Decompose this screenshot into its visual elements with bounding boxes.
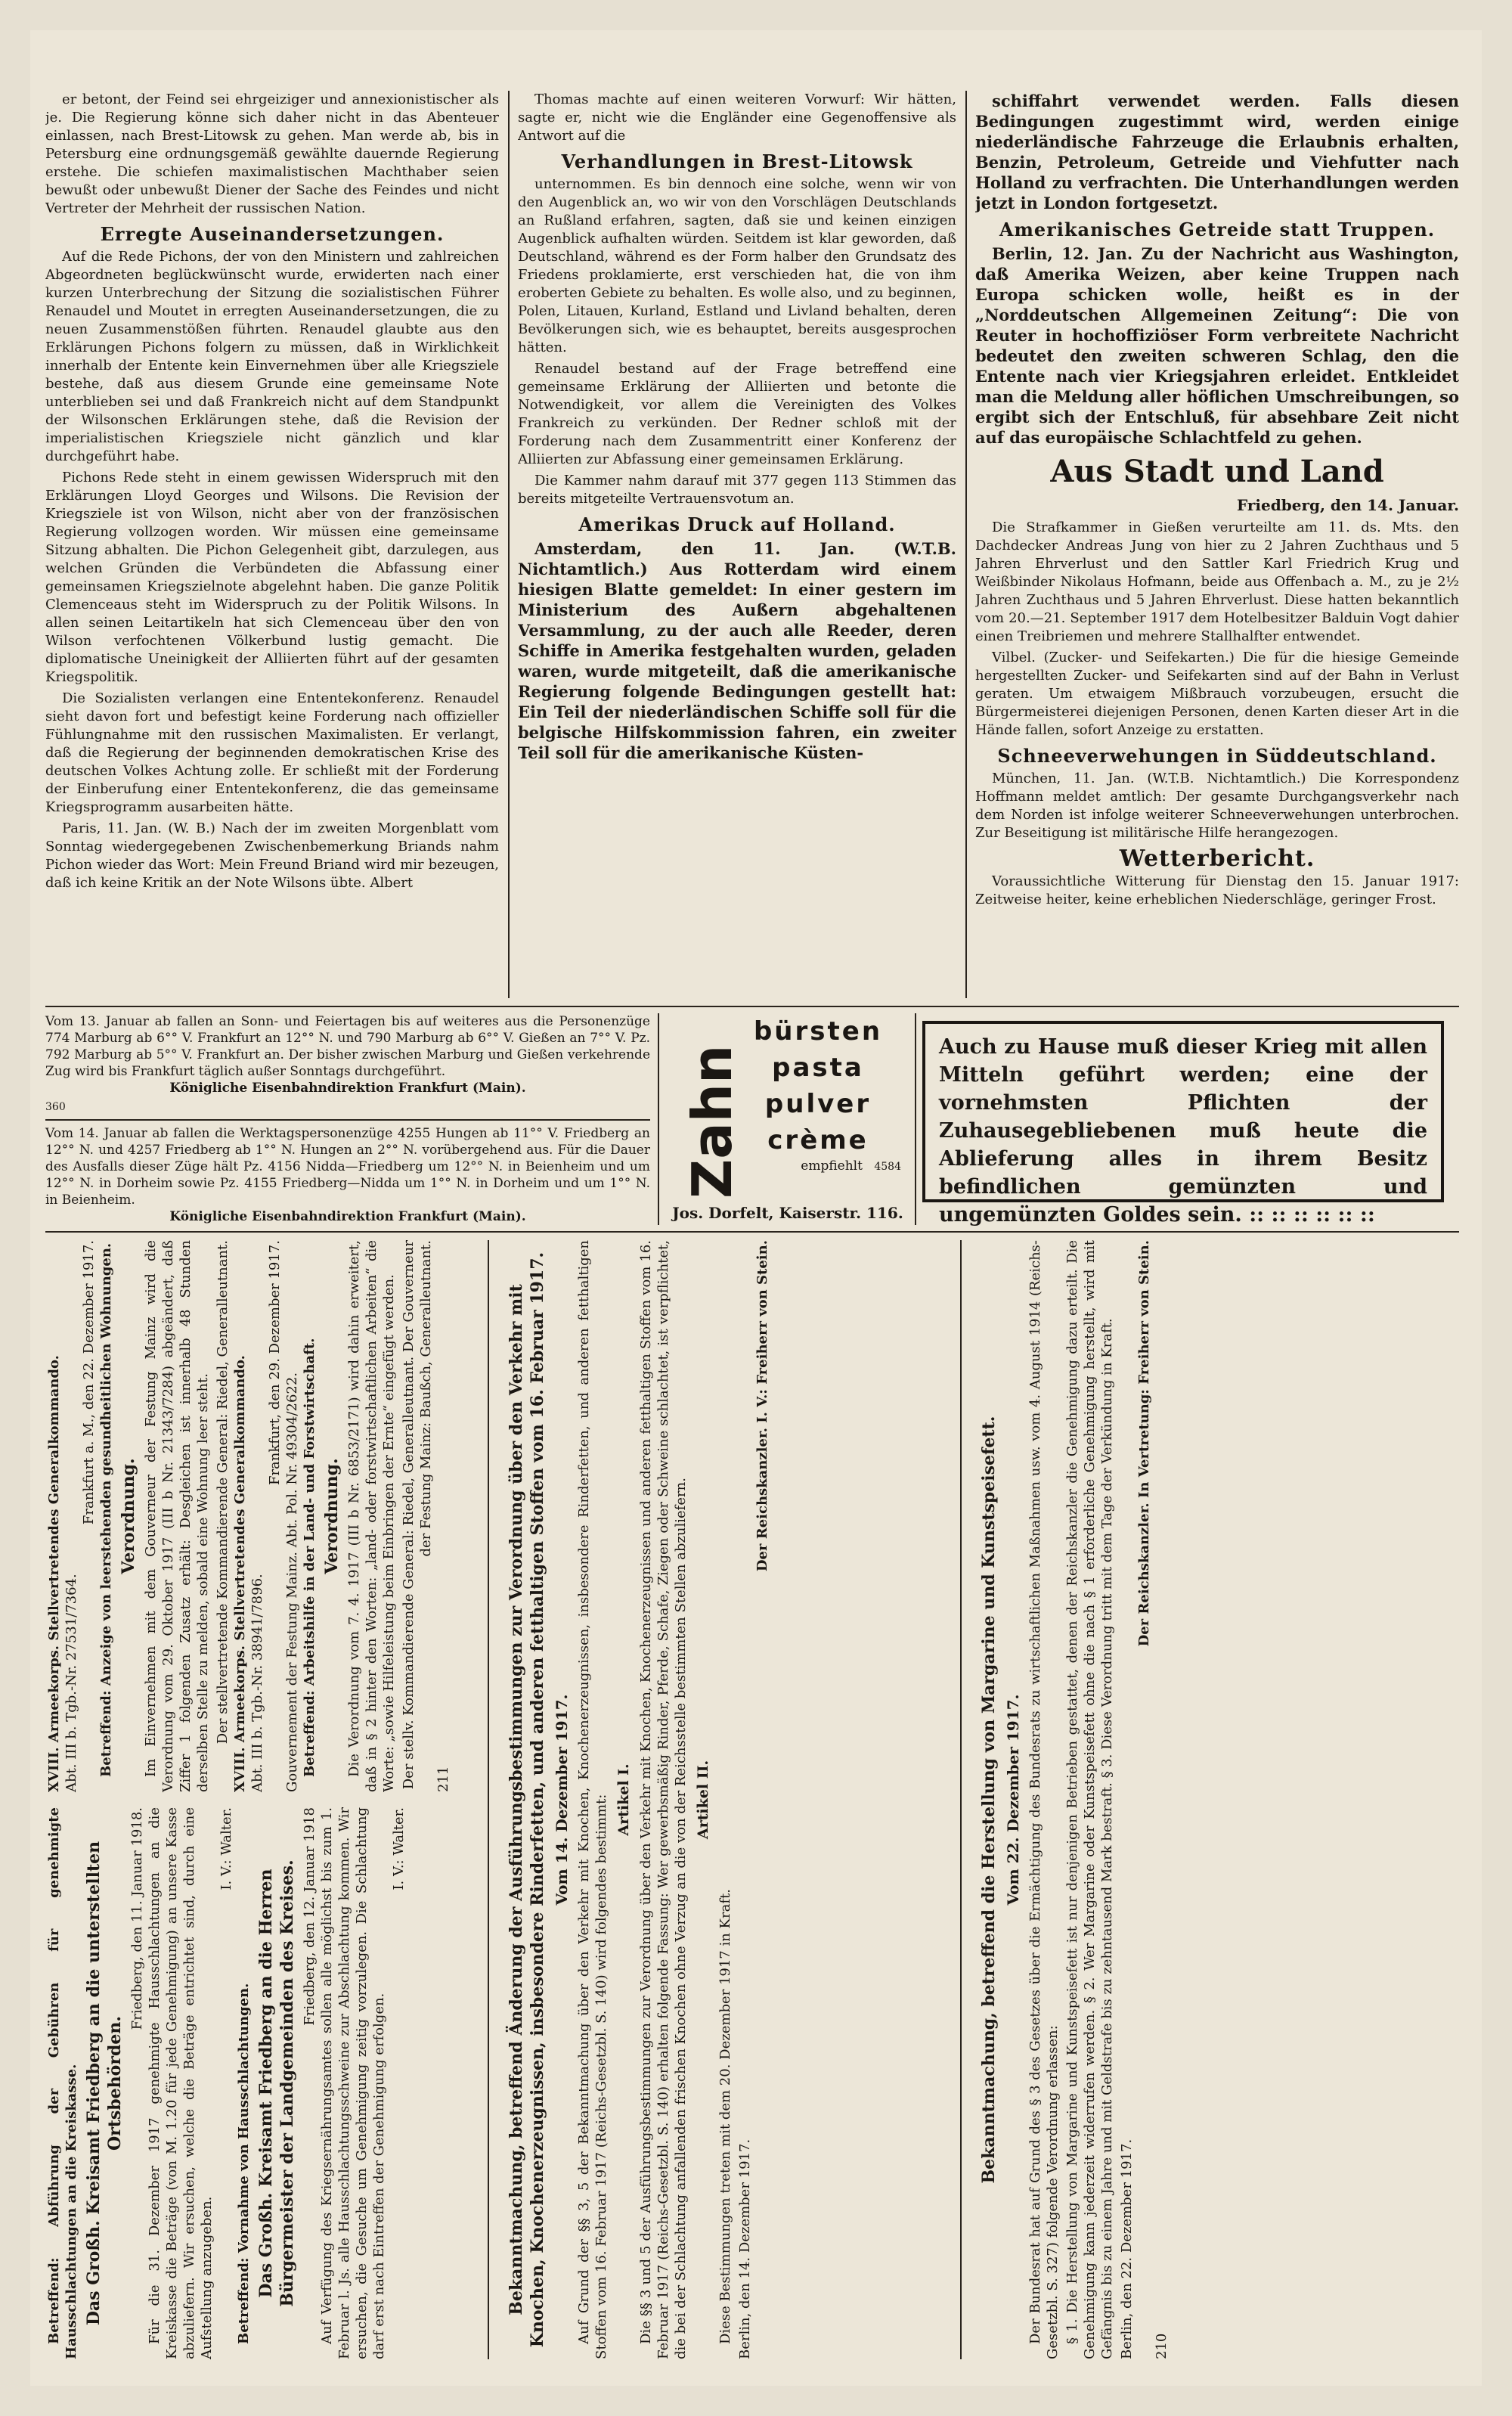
col3-paragraph: Vilbel. (Zucker- und Seifekarten.) Die für die hiesige Gemeinde hergestellten Zucker- und Seifekarten sind auf der Bahn in Verlust geraten. Um etwaigem Mißbrauch vorzubeugen, ersucht die Bürgermeisterei diejenigen Personen, denen Karten dieser Art in die Hände fallen, sofort Anzeige zu erstatten. [975, 650, 1459, 738]
notice-title: Das Großh. Kreisamt Friedberg an die Herren Bürgermeister der Landgemeinden des Kreises. [256, 1859, 297, 2307]
col2-paragraph: Die Kammer nahm darauf mit 377 gegen 113 Stimmen das bereits mitgeteilte Vertrauensvotum an. [518, 473, 956, 507]
ad-divider [45, 1119, 650, 1121]
notice-signature: I. V.: Walter. [218, 1807, 234, 1890]
notice-body: Für die 31. Dezember 1917 genehmigte Hausschlachtungen an die Kreiskasse die Beträge (von M. 1.20 für jede Genehmigung) an unsere Kasse abzuliefern. Wir ersuchen, welche die Beträge entrichtet sind, durch eine Aufstellung anzugeben. [147, 1807, 215, 2359]
notice-body: Der Bundesrat hat auf Grund des § 3 des Gesetzes über die Ermächtigung des Bundesrats zu wirtschaftlichen Maßnahmen usw. vom 4. August 1914 (Reichs-Gesetzbl. S. 327) folgende Verordnung erlassen: [1027, 1240, 1061, 2359]
notice-date: Vom 14. Dezember 1917. [553, 1694, 571, 1906]
col3-paragraph: Berlin, 12. Jan. Zu der Nachricht aus Washington, daß Amerika Weizen, aber keine Truppen nach Europa schicken wolle, heißt es in der „Norddeutschen Allgemeinen Zeitung“: Die von Reuter in hochoffiziöser Form verbreitete Nachricht bedeutet den zweiten schweren Schlag, den die Entente nach vier Kriegsjahren erleidet. Entkleidet man die Meldung aller höflichen Umschreibungen, so ergibt sich der Entschluß, für absehbare Zeit nicht auf das europäische Schlachtfeld zu gehen. [975, 244, 1459, 447]
notice-body: Auf Verfügung des Kriegsernährungsamtes sollen alle möglichst bis zum 1. Februar l. Js. alle Hausschlachtungsschweine zur Abschlachtung kommen. Wir ersuchen, die Gesuche um Genehmigung zeitig vorzulegen. Die Schlachtung darf erst nach Eintreffen der Genehmigung erfolgen. [319, 1807, 387, 2359]
notice-ref: Abt. III b. Tgb.-Nr. 38941/7896. [249, 1574, 265, 1792]
notice-date: Friedberg, den 12. Januar 1918 [302, 1807, 318, 2026]
notice-date: Berlin, den 22. Dezember 1917. [1119, 2138, 1135, 2359]
notice-article: Artikel I. [615, 1763, 632, 1836]
notice-body: § 1. Die Herstellung von Margarine und Kunstspeisefett ist nur denjenigen Betrieben gestattet, denen der Reichskanzler die Genehmigung dazu erteilt. Die Genehmigung kann jederzeit widerrufen werden. § 2. Wer Margarine oder Kunstspeisefett ohne die nach § 1 erforderliche Genehmigung herstellt, wird mit Gefängnis bis zu einem Jahre und mit Geldstrafe bis zu zehntausend Mark bestraft. § 3. Diese Verordnung tritt mit dem Tage der Verkündung in Kraft. [1064, 1240, 1115, 2359]
ad-band-rule [45, 1231, 1459, 1233]
notice-org: Gouvernement der Festung Mainz. Abt. Pol. Nr. 49304/2622. [284, 1372, 300, 1792]
notice-rule [960, 1240, 962, 2359]
notice-title: Bekanntmachung, betreffend die Herstellung von Margarine und Kunstspeisefett. [979, 1416, 999, 2184]
notice-rule [488, 1240, 489, 2359]
notice-subject: Betreffend: Anzeige von leerstehenden gesundheitlichen Wohnungen. [98, 1242, 114, 1777]
page-number: 210 [1154, 2333, 1170, 2359]
col3-paragraph: Die Strafkammer in Gießen verurteilte am 11. ds. Mts. den Dachdecker Andreas Jung von hier zu 2 Jahren Zuchthaus und 5 Jahren Ehrverlust und den Sattler Karl Friedrich Krug und Weißbinder Nikolaus Hofmann, beide aus Offenbach a. M., zu je 2½ Jahren Zuchthaus und 5 Jahren Ehrverlust. Diese hatten bekanntlich vom 20.—21. September 1917 dem Hotelbesitzer Balduin Vogt dahier einen Treibriemen und mehrere Stallhalfter entwendet. [975, 519, 1459, 644]
railway-notice-text: Vom 13. Januar ab fallen an Sonn- und Feiertagen bis auf weiteres aus die Personenzüge 774 Marburg ab 6°° V. Frankfurt an 12°° N. und 790 Marburg ab 6°° V. Gießen an 7°° V. Pz. 792 Marburg ab 5°° V. Frankfurt an. Der bisher zwischen Marburg und Gießen verkehrende Zug wird bis Frankfurt täglich außer Sonntags durchgeführt. [45, 1014, 650, 1079]
railway-notice-signature: Königliche Eisenbahndirektion Frankfurt (Main). [169, 1081, 526, 1096]
notice-title: Das Großh. Kreisamt Friedberg an die unterstellten Ortsbehörden. [84, 1841, 125, 2326]
col3-heading-weather: Wetterbericht. [1119, 845, 1315, 872]
rotated-notices-left [45, 1240, 480, 2359]
ad-number: 360 [45, 1101, 66, 1113]
railway-notice-1 [45, 1013, 650, 1115]
notice-title: Bekanntmachung, betreffend Änderung der Ausführungsbestimmungen zur Verordnung über den Verkehr mit Knochen, Knochenerzeugnissen, insbesondere Rinderfetten, und anderen fetthaltigen Stoffen vom 16. Februar 1917. [507, 1251, 547, 2348]
notice-body: Die §§ 3 und 5 der Ausführungsbestimmungen zur Verordnung über den Verkehr mit Knochen, Knochenerzeugnissen und anderen fetthaltigen Stoffen vom 16. Februar 1917 (Reichs-Gesetzbl. S. 140) erhalten folgende Fassung: Wer gewerbsmäßig Rinder, Pferde, Schafe, Ziegen oder Schweine schlachtet, ist verpflichtet, die bei der Schlachtung anfallenden frischen Knochen ohne Verzug an die von der Reichsstelle bestimmten Stellen abzuliefern. [638, 1240, 689, 2359]
notice-signature: Der stellvertretende Kommandierende General: Riedel, Generalleutnant. [215, 1240, 231, 1745]
zahn-item: bürsten [753, 1016, 883, 1047]
col1-heading: Erregte Auseinandersetzungen. [100, 223, 445, 245]
newspaper-page [30, 30, 1482, 2386]
col3-intro: schiffahrt verwendet werden. Falls diesen Bedingungen zugestimmt wird, werden einige niederländische Fahrzeuge die Erlaubnis erhalten, Benzin, Petroleum, Getreide und Viehfutter nach Holland zu verfrachten. Die Unterhandlungen werden jetzt in London fortgesetzt. [975, 91, 1459, 212]
notice-org: XVIII. Armeekorps. Stellvertretendes Generalkommando. [232, 1355, 248, 1792]
col2-heading: Verhandlungen in Brest-Litowsk [561, 150, 913, 172]
notice-body: Die Verordnung vom 7. 4. 1917 (III b Nr. 6853/2171) wird dahin erweitert, daß in § 2 hinter den Worten: „land- oder forstwirtschaftlichen Arbeiten“ die Worte: „sowie Hilfeleistung beim Einbringen der Ernte“ eingefügt werden. [346, 1240, 397, 1792]
col3-paragraph-weather: Voraussichtliche Witterung für Dienstag den 15. Januar 1917: Zeitweise heiter, keine erheblichen Niederschläge, geringer Frost. [975, 873, 1459, 907]
notice-heading: Verordnung. [322, 1458, 342, 1574]
col1-paragraph: Paris, 11. Jan. (W. B.) Nach der im zweiten Morgenblatt vom Sonntag wiedergegebenen Zwischenbemerkung Briands nahm Pichon wieder das Wort: Mein Freund Briand wird mir bezeugen, daß ich keine Kritik an der Note Wilsons übte. Albert [45, 820, 499, 891]
ad-rule [915, 1013, 916, 1225]
zahn-advertisement [667, 1013, 909, 1225]
notice-signature: Der Reichskanzler. In Vertretung: Freiherr von Stein. [1136, 1240, 1152, 1647]
notice-subject: Betreffend: Arbeitshilfe in der Land- und Forstwirtschaft. [302, 1338, 318, 1777]
zahn-footer: Jos. Dorfelt, Kaiserstr. 116. [672, 1204, 903, 1222]
col3-heading: Amerikanisches Getreide statt Truppen. [999, 219, 1436, 240]
notice-signature: Der Reichskanzler. I. V.: Freiherr von Stein. [754, 1240, 770, 1572]
notice-signature: I. V.: Walter. [391, 1807, 407, 1890]
gold-appeal-advertisement [922, 1021, 1444, 1227]
col3-paragraph: München, 11. Jan. (W.T.B. Nichtamtlich.) Die Korrespondenz Hoffmann meldet amtlich: Der gesamte Durchgangsverkehr nach dem Norden ist infolge weiterer Schneeverwehungen unterbrochen. Zur Beseitigung ist militärische Hilfe herangezogen. [975, 771, 1459, 841]
col3-heading-snow: Schneeverwehungen in Süddeutschland. [997, 745, 1437, 767]
notice-subject: Betreffend: Abführung der Gebühren für genehmigte Hausschlachtungen an die Kreiskasse. [46, 1807, 79, 2359]
ad-band-rule [45, 1006, 1459, 1007]
zahn-empfiehlt: empfiehlt [801, 1158, 863, 1174]
notice-ref: Abt. III b. Tgb.-Nr. 27531/7364. [64, 1574, 79, 1792]
railway-notice-signature: Königliche Eisenbahndirektion Frankfurt (Main). [169, 1209, 526, 1224]
ad-rule [658, 1013, 659, 1225]
notice-date: Vom 22. Dezember 1917. [1004, 1694, 1022, 1906]
notice-body: Auf Grund der §§ 3, 5 der Bekanntmachung über den Verkehr mit Knochen, Knochenerzeugnissen, insbesondere Rinderfetten, und anderen fetthaltigen Stoffen vom 16. Februar 1917 (Reichs-Gesetzbl. S. 140) wird folgendes bestimmt: [576, 1240, 609, 2359]
notice-heading: Verordnung. [119, 1458, 138, 1574]
zahn-big-word: Zahn [680, 1044, 744, 1199]
column-1 [45, 91, 499, 998]
dateline: Friedberg, den 14. Januar. [1237, 496, 1459, 514]
notice-date: Berlin, den 14. Dezember 1917. [737, 2138, 753, 2359]
notice-body: Im Einvernehmen mit dem Gouverneur der Festung Mainz wird die Verordnung vom 29. Oktober 1917 (III b Nr. 21343/7284) abgeändert, daß Ziffer 1 folgenden Zusatz erhält: Desgleichen ist innerhalb 48 Stunden derselben Stelle zu melden, sobald eine Wohnung leer steht. [143, 1240, 211, 1792]
col2-intro: Thomas machte auf einen weiteren Vorwurf: Wir hätten, sagte er, nicht wie die Engländer eine Gegenoffensive als Antwort auf die [518, 91, 956, 144]
notice-signature: Der stellv. Kommandierende General: Riedel, Generalleutnant. Der Gouverneur der Festung Mainz: Baußch, Generalleutnant. [401, 1240, 434, 1790]
zahn-item: pasta [772, 1053, 864, 1083]
gold-appeal-text: Auch zu Hause muß dieser Krieg mit allen Mitteln geführt werden; eine der vornehmsten Pflichten der Zuhausegebliebenen muß heute die Ablieferung alles in ihrem Besitz befindlichen gemünzten und ungemünzten Goldes sein. :: :: :: :: :: :: [939, 1035, 1427, 1227]
col1-paragraph: Auf die Rede Pichons, der von den Ministern und zahlreichen Abgeordneten beglückwünscht wurde, erwiderten nach einer kurzen Unterbrechung der Sitzung die sozialistischen Führer Renaudel und Moutet in erregten Auseinandersetzungen, die zu neuen Zusammenstößen führten. Renaudel glaubte aus den Erklärungen Pichons folgern zu müssen, daß in Wirklichkeit innerhalb der Entente kein Einvernehmen über alle Kriegsziele bestehe, daß aus diesem Grunde eine gemeinsame Note unterblieben sei und daß Frankreich nicht auf dem Standpunkt der Wilsonschen Erklärungen stehe, daß die Revision der imperialistischen Kriegsziele nicht gänzlich und klar durchgeführt habe. [45, 249, 499, 464]
notice-date: Frankfurt a. M., den 22. Dezember 1917. [81, 1240, 97, 1525]
notice-org: XVIII. Armeekorps. Stellvertretendes Generalkommando. [46, 1355, 62, 1792]
zahn-item: crème [767, 1125, 869, 1155]
notice-body: Diese Bestimmungen treten mit dem 20. Dezember 1917 in Kraft. [717, 1889, 733, 2344]
notice-article: Artikel II. [695, 1760, 711, 1840]
col1-paragraph: Pichons Rede steht in einem gewissen Widerspruch mit den Erklärungen Lloyd Georges und Wilsons. Die Revision der Kriegsziele ist von Wilson, nicht aber von der französischen Regierung vollzogen worden. Wir müssen eine gemeinsame Sitzung abhalten. Die Pichon Gelegenheit gibt, darzulegen, aus welchen Gründen die Verbündeten die Abfassung einer gemeinsamen Kriegszielnote abgelehnt haben. Die ganze Politik Clemenceaus steht im Widerspruch zu der Politik Wilsons. In allen seinen Leitartikeln hat sich Clemenceau über den von Wilson verfochtenen Völkerbund lustig gemacht. Die diplomatische Uneinigkeit der Alliierten führt auf der gesamten Kriegspolitik. [45, 470, 499, 685]
section-title-stadt-land: Aus Stadt und Land [1050, 454, 1384, 489]
notice-subject: Betreffend: Vornahme von Hausschlachtungen. [236, 1983, 252, 2344]
notice-date: Frankfurt, den 29. Dezember 1917. [267, 1240, 283, 1486]
col1-intro: er betont, der Feind sei ehrgeiziger und annexionistischer als je. Die Regierung könne sich daher nicht in das Abenteuer einlassen, nach Brest-Litowsk zu gehen. Man werde ab, bis in Petersburg eine ordnungsgemäß gewählte dauernde Regierung erstehe. Die schiefen maximalistischen Machthaber seien bewußt oder unbewußt Diener der Sache des Feindes und nicht Vertreter der Mehrheit der russischen Nation. [45, 91, 499, 216]
col2-paragraph: unternommen. Es bin dennoch eine solche, wenn wir von den Augenblick an, wo wir von den Vorschlägen Deutschlands an Rußland erfahren, sagten, daß sie und keinen einzigen Augenblick aufhalten würden. Seitdem ist klar geworden, daß Deutschland, während es der Form halber den Grundsatz des Friedens proklamierte, erst verschieden hat, die von ihm eroberten Gebiete zu behalten. Es wolle also, und zu beginnen, Polen, Litauen, Kurland, Estland und Livland behalten, deren Bevölkerungen sich, wie es behauptet, bereits ausgesprochen hätten. [518, 176, 956, 355]
col2-paragraph: Renaudel bestand auf der Frage betreffend eine gemeinsame Erklärung der Alliierten und betonte die Notwendigkeit, vor allem die Vereinigten des Volkes Frankreich zu verkünden. Der Redner schloß mit der Forderung nach dem Zusammentritt einer Konferenz der Alliierten zur Abfassung einer gemeinsamen Erklärung. [518, 361, 956, 467]
column-2 [518, 91, 956, 998]
col2-heading-holland: Amerikas Druck auf Holland. [578, 513, 896, 535]
railway-notice-2 [45, 1125, 650, 1224]
col1-paragraph: Die Sozialisten verlangen eine Ententekonferenz. Renaudel sieht davon fort und befestigt keine Forderung nach offizieller Fühlungnahme mit den russischen Maximalisten. Er verlangt, daß die Regierung der beginnenden demokratischen Krise des deutschen Volkes Achtung zolle. Er schließt mit der Forderung der Einberufung einer Ententekonferenz, die das gemeinsame Kriegsprogramm ausarbeiten hätte. [45, 690, 499, 815]
col2-paragraph-holland: Amsterdam, den 11. Jan. (W.T.B. Nichtamtlich.) Aus Rotterdam wird einem hiesigen Blatte gemeldet: In einer gestern im Ministerium des Außern abgehaltenen Versammlung, zu der auch alle Reeder, deren Schiffe in Amerika festgehalten wurden, geladen waren, wurde mitgeteilt, daß die amerikanische Regierung folgende Bedingungen gestellt hat: Ein Teil der niederländischen Schiffe soll für die belgische Hilfskommission fahren, ein zweiter Teil soll für die amerikanische Küsten- [518, 539, 956, 762]
notice-date: Friedberg, den 11. Januar 1918. [129, 1807, 145, 2030]
page-number: 211 [435, 1766, 451, 1792]
rotated-notice-middle [503, 1240, 949, 2359]
zahn-ad-number: 4584 [874, 1161, 901, 1173]
column-rule [965, 91, 967, 998]
railway-notice-text: Vom 14. Januar ab fallen die Werktagspersonenzüge 4255 Hungen ab 11°° V. Friedberg an 12°° N. und 4257 Friedberg ab 1°° N. Hungen an 2°° N. vorübergehend aus. Für die Dauer des Ausfalls dieser Züge hält Pz. 4156 Nidda—Friedberg um 12°° N. in Beienheim und um 12°° N. in Dorheim sowie Pz. 4155 Friedberg—Nidda um 1°° N. in Dorheim und um 1°° N. in Beienheim. [45, 1126, 650, 1208]
zahn-item: pulver [764, 1089, 872, 1119]
rotated-notice-right [975, 1240, 1444, 2359]
column-3 [975, 91, 1459, 998]
column-rule [508, 91, 510, 998]
